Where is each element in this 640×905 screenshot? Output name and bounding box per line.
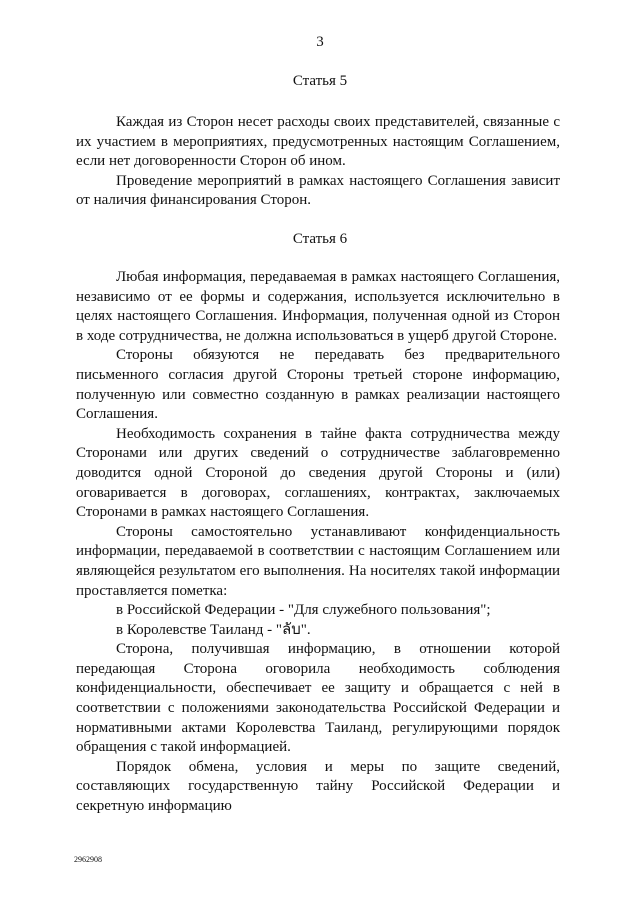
paragraph: Порядок обмена, условия и меры по защите сведений, составляющих государственную тайну Российской Федерации и секретную информацию bbox=[76, 758, 560, 815]
paragraph: Каждая из Сторон несет расходы своих представителей, связанные с их участием в мероприятиях, предусмотренных настоящим Соглашением, если нет договоренности Сторон об ином. bbox=[76, 114, 560, 170]
paragraph: Любая информация, передаваемая в рамках настоящего Соглашения, независимо от ее формы и содержания, используется исключительно в целях настоящего Соглашения. Информация, полученная одной из Сторон в ходе сотрудничества, не должна использоваться в ущерб другой Стороне. bbox=[76, 269, 560, 344]
paragraph: Проведение мероприятий в рамках настоящего Соглашения зависит от наличия финансирования Сторон. bbox=[76, 172, 560, 209]
paragraph: Стороны обязуются не передавать без предварительного письменного согласия другой Стороны третьей стороне информацию, полученную или совместно созданную в рамках реализации настоящего Соглашения. bbox=[76, 347, 560, 423]
document-id: 2962908 bbox=[74, 855, 102, 864]
article-6-body bbox=[76, 268, 560, 817]
marking-thailand: в Королевстве Таиланд - "ลับ". bbox=[116, 621, 311, 638]
paragraph: Необходимость сохранения в тайне факта сотрудничества между Сторонами или других сведений о сотрудничестве заблаговременно доводится одной Стороной до сведения другой Стороны и (или) оговаривается в договорах, соглашениях, контрактах, заключаемых Сторонами в рамках настоящего Соглашения. bbox=[76, 425, 560, 521]
page-number: 3 bbox=[316, 34, 324, 50]
article-5-title: Статья 5 bbox=[292, 73, 348, 89]
paragraph: Стороны самостоятельно устанавливают конфиденциальность информации, передаваемой в соответствии с настоящим Соглашением или являющейся результатом его выполнения. На носителях такой информации проставляется пометка: bbox=[76, 523, 560, 599]
article-6-title: Статья 6 bbox=[292, 231, 348, 247]
paragraph: Сторона, получившая информацию, в отношении которой передающая Сторона оговорила необходимость соблюдения конфиденциальности, обеспечивает ее защиту и обращается с ней в соответствии с положениями законодательства Российской Федерации и нормативными актами Королевства Таиланд, регулирующими порядок обращения с такой информацией. bbox=[76, 641, 560, 756]
marking-russia: в Российской Федерации - "Для служебного пользования"; bbox=[116, 602, 491, 619]
article-5-body bbox=[76, 113, 560, 211]
